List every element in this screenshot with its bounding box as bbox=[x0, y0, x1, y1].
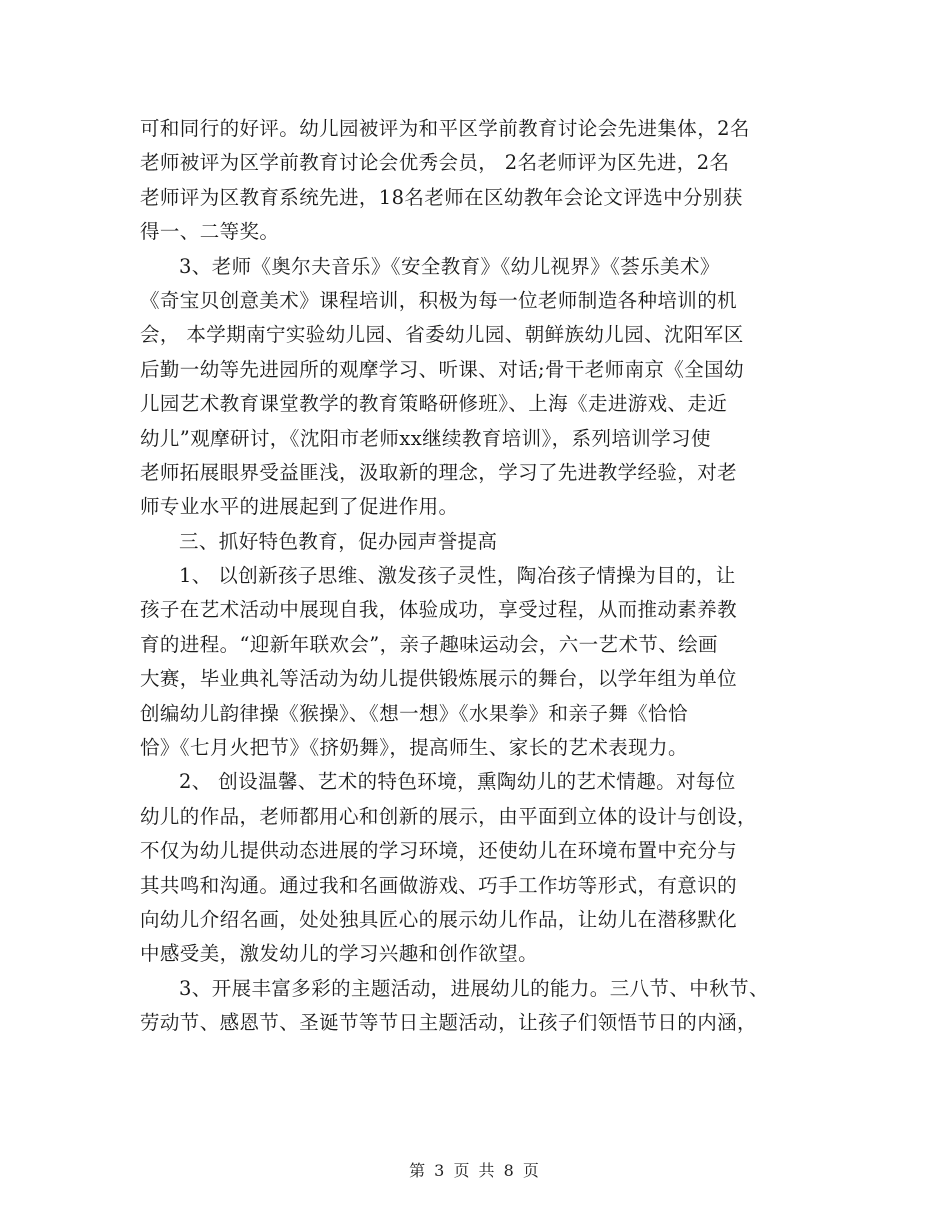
document-body bbox=[140, 112, 830, 1041]
text-line: 得一、二等奖。 bbox=[140, 220, 280, 244]
text-line: 后勤一幼等先进园所的观摩学习、听课、对话;骨干老师南京《全国幼 bbox=[140, 357, 744, 381]
text-line: 向幼儿介绍名画，处处独具匠心的展示幼儿作品，让幼儿在潜移默化 bbox=[140, 907, 738, 931]
text-line: 儿园艺术教育课堂教学的教育策略研修班》、上海《走进游戏、走近 bbox=[140, 392, 728, 416]
text-line: 可和同行的好评。幼儿园被评为和平区学前教育讨论会先进集体，2名 bbox=[140, 117, 750, 140]
text-line: 老师被评为区学前教育讨论会优秀会员， 2名老师评为区先进，2名 bbox=[140, 151, 730, 175]
text-line: 《奇宝贝创意美术》课程培训，积极为每一位老师制造各种培训的机 bbox=[140, 288, 738, 312]
text-line: 孩子在艺术活动中展现自我，体验成功，享受过程，从而推动素养教 bbox=[140, 598, 738, 622]
text-line: 恰》《七月火把节》《挤奶舞》，提高师生、家长的艺术表现力。 bbox=[140, 736, 688, 760]
page-footer: 第 3 页 共 8 页 bbox=[409, 1161, 541, 1180]
text-line: 1、 以创新孩子思维、激发孩子灵性，陶冶孩子情操为目的，让 bbox=[179, 564, 736, 588]
text-line: 三、抓好特色教育，促办园声誉提高 bbox=[179, 529, 498, 553]
text-line: 3、老师《奥尔夫音乐》《安全教育》《幼儿视界》《荟乐美术》 bbox=[179, 254, 720, 278]
text-line: 3、开展丰富多彩的主题活动，进展幼儿的能力。三八节、中秋节、 bbox=[179, 976, 769, 1000]
text-line: 师专业水平的进展起到了促进作用。 bbox=[140, 495, 459, 519]
text-line: 2、 创设温馨、艺术的特色环境，熏陶幼儿的艺术情趣。对每位 bbox=[179, 770, 736, 794]
text-line: 幼儿”观摩研讨，《沈阳市老师xx继续教育培训》，系列培训学习使 bbox=[140, 426, 711, 450]
text-line: 其共鸣和沟通。通过我和名画做游戏、巧手工作坊等形式，有意识的 bbox=[140, 873, 738, 897]
text-line: 老师评为区教育系统先进，18名老师在区幼教年会论文评选中分别获 bbox=[140, 185, 743, 209]
text-line: 不仅为幼儿提供动态进展的学习环境，还使幼儿在环境布置中充分与 bbox=[140, 839, 738, 863]
text-line: 会， 本学期南宁实验幼儿园、省委幼儿园、朝鲜族幼儿园、沈阳军区 bbox=[140, 323, 744, 347]
text-line: 育的进程。“迎新年联欢会”，亲子趣味运动会，六一艺术节、绘画 bbox=[140, 632, 718, 656]
text-line: 创编幼儿韵律操《猴操》、《想一想》《水果拳》和亲子舞《恰恰 bbox=[140, 701, 688, 725]
text-line: 老师拓展眼界受益匪浅，汲取新的理念，学习了先进教学经验，对老 bbox=[140, 460, 738, 484]
text-line: 劳动节、感恩节、圣诞节等节日主题活动，让孩子们领悟节日的内涵， bbox=[140, 1011, 757, 1035]
text-line: 中感受美，激发幼儿的学习兴趣和创作欲望。 bbox=[140, 942, 539, 966]
text-line: 大赛，毕业典礼等活动为幼儿提供锻炼展示的舞台，以学年组为单位 bbox=[140, 667, 738, 691]
text-line: 幼儿的作品，老师都用心和创新的展示，由平面到立体的设计与创设， bbox=[140, 804, 757, 828]
